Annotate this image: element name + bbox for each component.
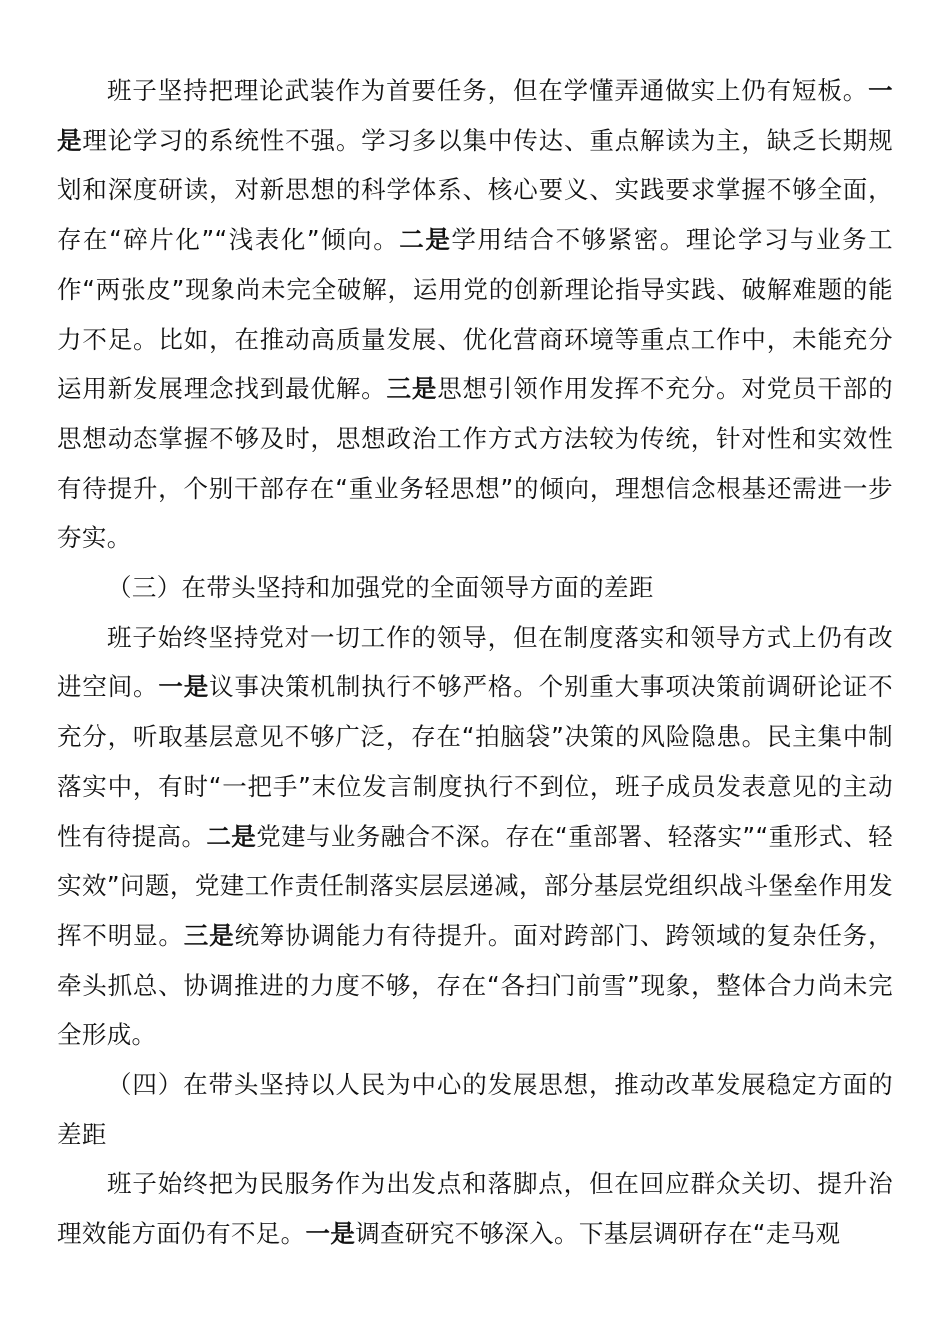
section-heading-3: （三）在带头坚持和加强党的全面领导方面的差距: [107, 573, 654, 603]
point-marker-first: 一是: [305, 1219, 356, 1249]
point-marker-second: 二是: [206, 821, 257, 851]
paragraph-text: 班子始终坚持党对一切工作的领导，但在制度落实和领导方式上仍有改进空间。: [57, 622, 893, 702]
point-marker-second: 二是: [399, 225, 452, 255]
paragraph-text: 议事决策机制执行不够严格。个别重大事项决策前调研论证不充分，听取基层意见不够广泛，存在“拍脑袋”决策的风险隐患。民主集中制落实中，有时“一把手”末位发言制度执行不到位，班子成员发表意见的主动性有待提高。: [57, 672, 894, 851]
paragraph-theory-study: [57, 66, 893, 563]
section-heading-4: （四）在带头坚持以人民为中心的发展思想，推动改革发展稳定方面的差距: [57, 1070, 893, 1149]
paragraph-party-leadership: [57, 613, 893, 1060]
paragraph-text: 调查研究不够深入。下基层调研存在“走马观: [355, 1219, 841, 1249]
paragraph-text: 班子坚持把理论武装作为首要任务，但在学懂弄通做实上仍有短板。: [107, 76, 869, 105]
point-marker-third: 三是: [386, 374, 438, 404]
paragraph-text: 班子始终把为民服务作为出发点和落脚点，但在回应群众关切、提升治理效能方面仍有不足。: [57, 1169, 893, 1249]
document-page: [57, 66, 893, 1259]
paragraph-text: 理论学习的系统性不强。学习多以集中传达、重点解读为主，缺乏长期规划和深度研读，对新思想的科学体系、核心要义、实践要求掌握不够全面，存在“碎片化”“浅表化”倾向。: [57, 125, 893, 255]
point-marker-third: 三是: [183, 920, 235, 950]
paragraph-text: 学用结合不够紧密。理论学习与业务工作“两张皮”现象尚未完全破解，运用党的创新理论指导实践、破解难题的能力不足。比如，在推动高质量发展、优化营商环境等重点工作中，未能充分运用新发展理念找到最优解。: [57, 225, 893, 404]
paragraph-text: 党建与业务融合不深。存在“重部署、轻落实”“重形式、轻实效”问题，党建工作责任制落实层层递减，部分基层党组织战斗堡垒作用发挥不明显。: [57, 821, 893, 950]
paragraph-people-centered: [57, 1159, 893, 1258]
paragraph-text: 统筹协调能力有待提升。面对跨部门、跨领域的复杂任务，牵头抓总、协调推进的力度不够，存在“各扫门前雪”现象，整体合力尚未完全形成。: [57, 920, 894, 1050]
point-marker-first: 一是: [158, 672, 210, 702]
paragraph-text: 思想引领作用发挥不充分。对党员干部的思想动态掌握不够及时，思想政治工作方式方法较为传统，针对性和实效性有待提升，个别干部存在“重业务轻思想”的倾向，理想信念根基还需进一步夯实。: [57, 374, 893, 553]
point-marker-first: 一是: [57, 76, 893, 155]
